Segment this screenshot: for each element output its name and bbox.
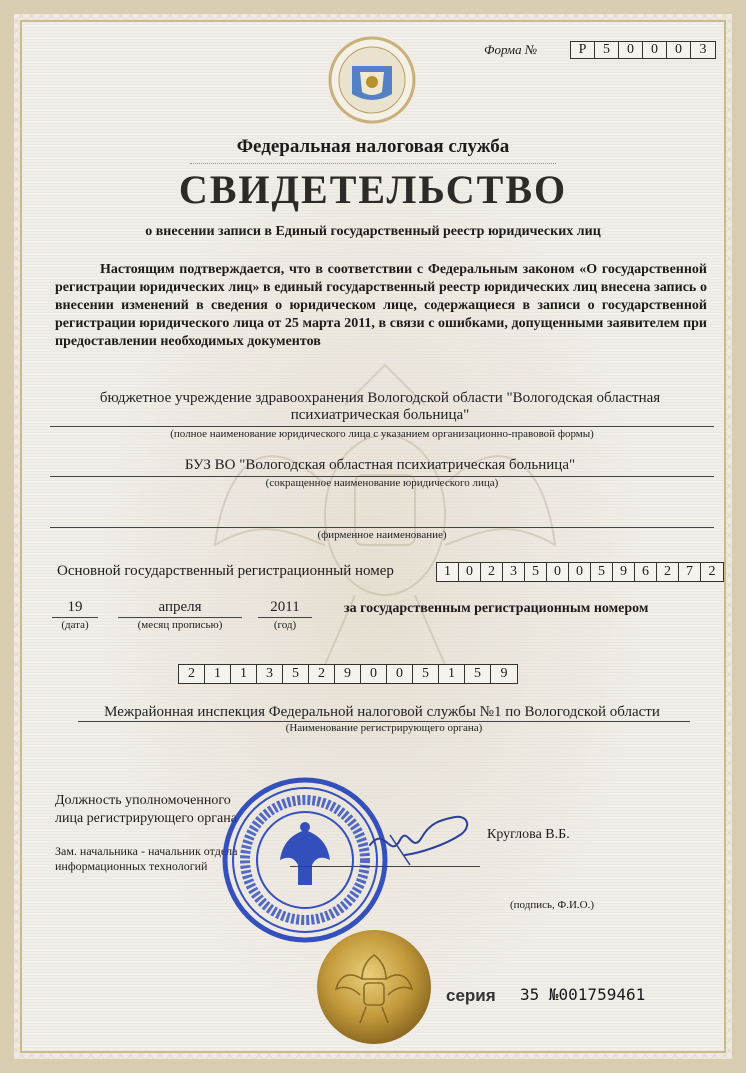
- official-name: Круглова В.Б.: [487, 827, 570, 842]
- position-label-line-1: Должность уполномоченного: [55, 793, 231, 808]
- service-name: Федеральная налоговая служба: [236, 136, 510, 157]
- number-cell: Р: [571, 42, 595, 58]
- official-position-line-1: Зам. начальника - начальник отдела: [55, 844, 238, 858]
- handwritten-signature: [360, 805, 480, 875]
- gold-seal-emblem: [314, 927, 434, 1047]
- number-cell: 0: [569, 563, 591, 581]
- date-day: 19: [67, 599, 83, 615]
- date-day-caption: (дата): [61, 619, 89, 631]
- short-name-caption: (сокращенное наименование юридического лица): [265, 477, 499, 489]
- number-cell: 5: [465, 665, 491, 683]
- certificate-title: СВИДЕТЕЛЬСТВО: [178, 167, 568, 212]
- number-cell: 5: [525, 563, 547, 581]
- number-cell: 2: [179, 665, 205, 683]
- number-cell: 2: [708, 564, 716, 579]
- certificate-subtitle: о внесении записи в Единый государственный реестр юридических лиц: [145, 224, 601, 239]
- date-year-caption: (год): [273, 619, 297, 631]
- number-cell: 5: [413, 665, 439, 683]
- series-label: серия: [446, 986, 496, 1005]
- serial-number: 35 №001759461: [520, 985, 646, 1004]
- number-cell: 0: [547, 563, 569, 581]
- official-position-line-2: информационных технологий: [55, 859, 208, 873]
- number-cell: 9: [613, 563, 635, 581]
- fns-emblem-icon: [328, 36, 416, 124]
- registering-authority: Межрайонная инспекция Федеральной налоговой службы №1 по Вологодской области: [104, 704, 660, 720]
- number-cell: 1: [231, 665, 257, 683]
- date-year: 2011: [270, 599, 300, 615]
- number-cell: 1: [437, 563, 459, 581]
- number-cell: 2: [657, 563, 679, 581]
- date-year-underline: [258, 617, 312, 618]
- number-cell: 2: [309, 665, 335, 683]
- date-month: апреля: [158, 599, 202, 615]
- full-name-underline: [50, 426, 714, 427]
- date-month-caption: (месяц прописью): [137, 619, 223, 631]
- number-cell: 9: [500, 666, 508, 681]
- authority-caption: (Наименование регистрирующего органа): [285, 722, 483, 734]
- form-number-cells: [570, 41, 716, 59]
- form-number-label: Форма №: [484, 42, 538, 57]
- full-name-line-1: бюджетное учреждение здравоохранения Вологодской области "Вологодская областная: [99, 390, 661, 406]
- ogrn-number-cells: [436, 562, 724, 582]
- number-cell: 0: [387, 665, 413, 683]
- number-cell: 2: [481, 563, 503, 581]
- signature-caption: (подпись, Ф.И.О.): [510, 899, 594, 911]
- number-cell: 1: [439, 665, 465, 683]
- number-cell: 7: [679, 563, 701, 581]
- full-name-caption: (полное наименование юридического лица с указанием организационно-правовой формы): [170, 428, 594, 440]
- number-cell: 5: [595, 42, 619, 58]
- ogrn-label: Основной государственный регистрационный номер: [57, 563, 394, 579]
- confirmation-paragraph: Настоящим подтверждается, что в соответствии с Федеральным законом «О государственной регистрации юридических лиц» в единый государственный реестр юридических лиц внесена запись о внесении изменений в сведения о юридическом лице, содержащиеся в записи о государственной регистрации юридического лица от 25 марта 2011, в связи с ошибками, допущенными заявителем при предоставлении необходимых документов: [55, 262, 707, 349]
- number-cell: 0: [643, 42, 667, 58]
- position-label-line-2: лица регистрирующего органа: [55, 811, 237, 826]
- number-cell: 9: [335, 665, 361, 683]
- number-cell: 6: [635, 563, 657, 581]
- number-cell: 0: [361, 665, 387, 683]
- date-month-underline: [118, 617, 242, 618]
- number-cell: 0: [619, 42, 643, 58]
- header-divider: [190, 163, 556, 164]
- grn-intro-text: за государственным регистрационным номером: [344, 601, 649, 616]
- date-day-underline: [52, 617, 98, 618]
- short-name-value: БУЗ ВО "Вологодская областная психиатрическая больница": [184, 457, 576, 473]
- number-cell: 3: [699, 42, 707, 57]
- number-cell: 0: [667, 42, 691, 58]
- number-cell: 3: [257, 665, 283, 683]
- full-name-line-2: психиатрическая больница": [290, 407, 470, 423]
- number-cell: 5: [591, 563, 613, 581]
- number-cell: 3: [503, 563, 525, 581]
- number-cell: 1: [205, 665, 231, 683]
- brand-name-underline: [50, 527, 714, 528]
- number-cell: 5: [283, 665, 309, 683]
- brand-name-caption: (фирменное наименование): [317, 529, 447, 541]
- grn-number-cells: [178, 664, 518, 684]
- number-cell: 0: [459, 563, 481, 581]
